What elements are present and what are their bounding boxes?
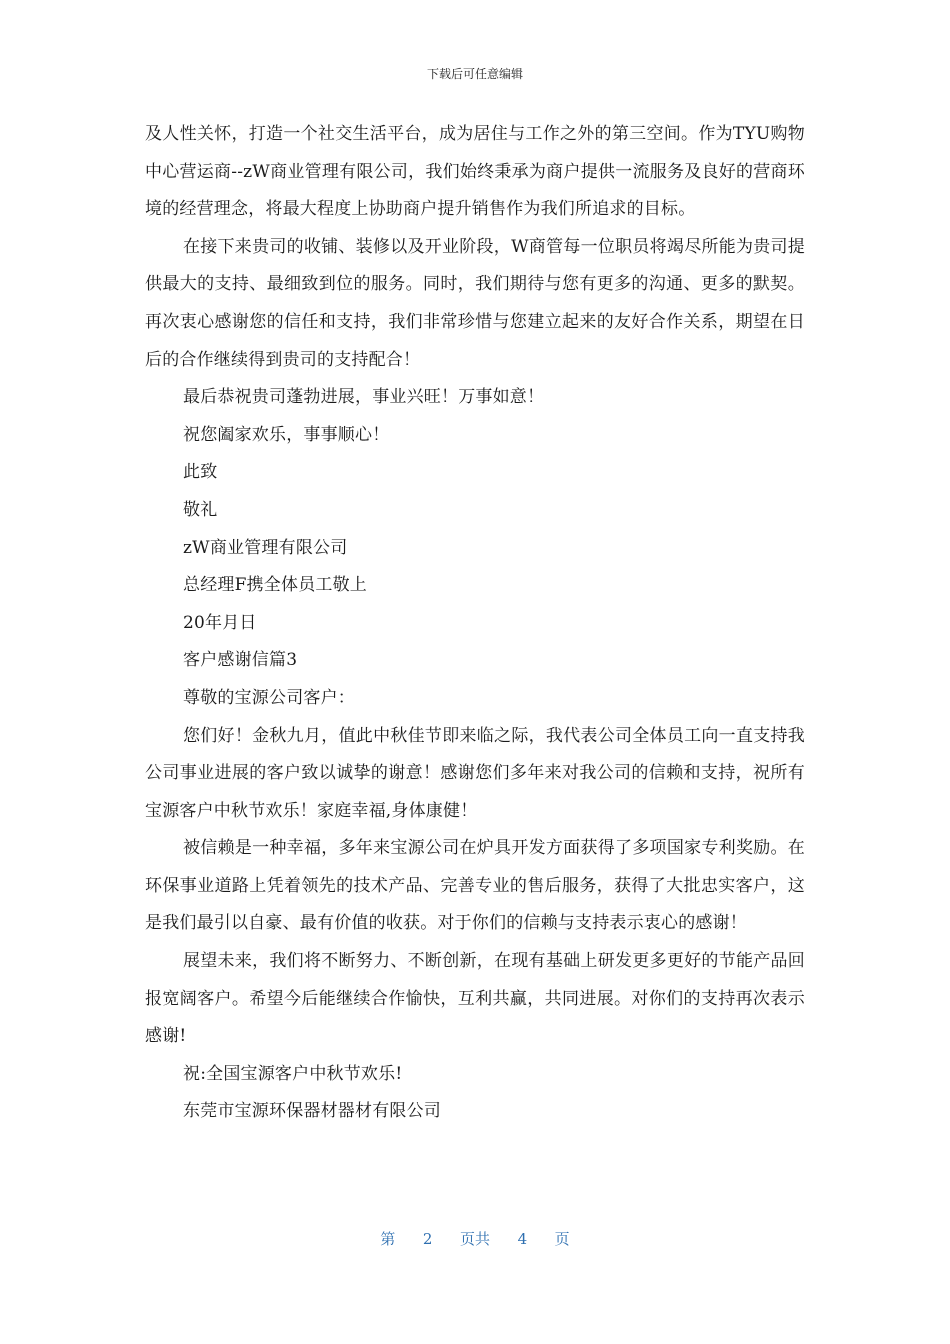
page-footer [0, 1229, 950, 1249]
paragraph-continuation: 及人性关怀，打造一个社交生活平台，成为居住与工作之外的第三空间。作为TYU购物中心营运商--zW商业管理有限公司，我们始终秉承为商户提供一流服务及良好的营商环境的经营理念，将最大程度上协助商户提升销售作为我们所追求的目标。 [145, 124, 805, 220]
salutation-cizhi: 此致 [183, 462, 218, 483]
family-wish-line: 祝您阖家欢乐，事事顺心！ [183, 424, 390, 445]
signature-company: zW商业管理有限公司 [183, 537, 348, 558]
paragraph-mid-autumn: 您们好！金秋九月，值此中秋佳节即来临之际，我代表公司全体员工向一直支持我公司事业进展的客户致以诚挚的谢意！感谢您们多年来对我公司的信赖和支持，祝所有宝源客户中秋节欢乐！家庭幸福,身体康健！ [145, 725, 805, 821]
paragraph-outlook: 展望未来，我们将不断努力、不断创新，在现有基础上研发更多更好的节能产品回报宽阔客户。希望今后能继续合作愉快，互利共赢，共同进展。对你们的支持再次表示感谢! [145, 951, 805, 1047]
page-header [0, 66, 950, 82]
page-mid-text: 页共 [459, 1230, 490, 1248]
festival-wish-line: 祝:全国宝源客户中秋节欢乐! [183, 1063, 403, 1084]
page-current-number: 2 [422, 1230, 433, 1248]
paragraph-trust: 被信赖是一种幸福，多年来宝源公司在炉具开发方面获得了多项国家专利奖励。在环保事业道路上凭着领先的技术产品、完善专业的售后服务，获得了大批忠实客户，这是我们最引以自豪、最有价值的收获。对于你们的信赖与支持表示衷心的感谢！ [145, 838, 805, 934]
signature-baoyuan: 东莞市宝源环保器材器材有限公司 [183, 1101, 441, 1122]
page-prefix: 第 [380, 1230, 396, 1248]
letter-body [145, 116, 805, 1131]
signature-manager: 总经理F携全体员工敬上 [183, 575, 367, 596]
section-title: 客户感谢信篇3 [183, 650, 298, 671]
page-suffix: 页 [554, 1230, 570, 1248]
page-total-number: 4 [517, 1230, 528, 1248]
paragraph-support: 在接下来贵司的收铺、装修以及开业阶段，W商管每一位职员将竭尽所能为贵司提供最大的支持、最细致到位的服务。同时，我们期待与您有更多的沟通、更多的默契。再次衷心感谢您的信任和支持，我们非常珍惜与您建立起来的友好合作关系，期望在日后的合作继续得到贵司的支持配合！ [145, 236, 805, 370]
header-note: 下载后可任意编辑 [426, 67, 523, 81]
signature-date: 20年月日 [183, 612, 257, 633]
salutation-jingli: 敬礼 [183, 499, 218, 520]
greeting-line: 尊敬的宝源公司客户： [183, 687, 355, 708]
closing-wish-line: 最后恭祝贵司蓬勃进展，事业兴旺！万事如意！ [183, 387, 545, 408]
